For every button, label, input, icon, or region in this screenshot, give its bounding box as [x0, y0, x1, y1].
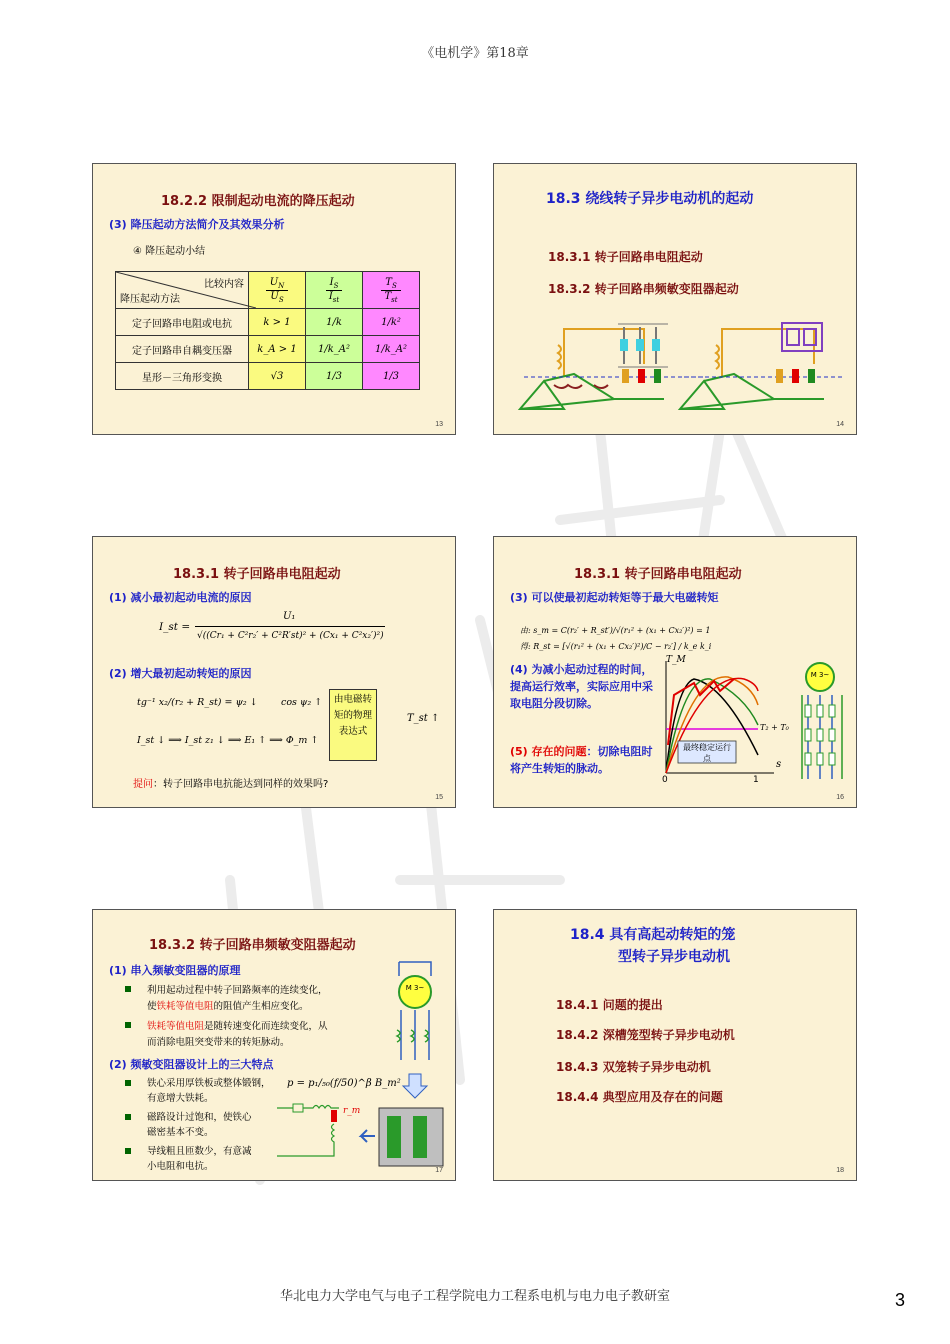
- axis-y-label: T_M: [666, 655, 686, 665]
- motor-label: M 3~: [810, 671, 830, 679]
- question-text: ：转子回路串电抗能达到同样的效果吗?: [153, 779, 329, 790]
- slide-subtitle: (2) 频敏变阻器设计上的三大特点: [109, 1058, 274, 1071]
- col-header-voltage: $U_N$ $U_S$: [249, 272, 306, 309]
- page-footer: 华北电力大学电气与电子工程学院电力工程系电机与电力电子教研室: [279, 1289, 670, 1304]
- slide-subtitle: (1) 减小最初起动电流的原因: [109, 591, 252, 604]
- item-4-text: (4) 为减小起动过程的时间，提高运行效率，实际应用中采取电阻分段切除。: [510, 663, 653, 710]
- cell: 1/k²: [363, 309, 420, 336]
- text-part: 的阻值产生相应变化。: [213, 1001, 309, 1012]
- slide-title: 18.3 绕线转子异步电动机的起动: [546, 191, 754, 207]
- slide-title-line2: 型转子异步电动机: [618, 949, 730, 965]
- bullet-text: 而消除电阻突变带来的转矩脉动。: [147, 1037, 290, 1048]
- formula-torque: T_st ↑: [407, 713, 440, 724]
- slide-subtitle: (3) 可以使最初起动转矩等于最大电磁转矩: [510, 591, 719, 604]
- formula-phase: tg⁻¹ x₂/(r₂ + R_st) = ψ₂ ↓: [137, 697, 258, 708]
- comparison-table: [115, 271, 420, 390]
- text-red: 铁耗等值电阻: [156, 1001, 214, 1012]
- slide-title: 18.2.2 限制起动电流的降压起动: [161, 194, 355, 209]
- slide-subtitle: (2) 增大最初起动转矩的原因: [109, 667, 252, 680]
- bullet-icon: [125, 1022, 131, 1028]
- tick-1: 1: [753, 775, 759, 785]
- slide-item: 18.4.1 问题的提出: [556, 998, 663, 1012]
- slide-number: 18: [836, 1167, 844, 1174]
- item-4: [510, 661, 660, 712]
- slide-item: 18.3.1 转子回路串电阻起动: [548, 250, 703, 264]
- col-header-current: $I_S$ $I_{st}$: [306, 272, 363, 309]
- equivalent-circuit-diagram: [273, 1100, 353, 1164]
- bullet-text: 导线粗且匝数少，有意减小电阻和电抗。: [147, 1146, 252, 1172]
- cell: 1/3: [363, 363, 420, 390]
- slide-item: 18.4.2 深槽笼型转子异步电动机: [556, 1028, 735, 1042]
- cell: 1/k: [306, 309, 363, 336]
- bullet-text: 利用起动过程中转子回路频率的连续变化，: [147, 985, 328, 996]
- cell: 1/k_A²: [363, 336, 420, 363]
- tick-0: 0: [662, 775, 668, 785]
- slide-number: 17: [435, 1167, 443, 1174]
- slide-title: 18.3.2 转子回路串频敏变阻器起动: [149, 938, 356, 953]
- item-5-label: (5) 存在的问题: [510, 745, 587, 758]
- col-header-torque: $T_S$ $T_{st}$: [363, 272, 420, 309]
- slide-number: 15: [435, 794, 443, 801]
- slide-title: 18.3.1 转子回路串电阻起动: [173, 567, 341, 582]
- slide-item: 18.3.2 转子回路串频敏变阻器起动: [548, 282, 739, 296]
- table-row: [116, 309, 420, 336]
- text-part: 是随转速变化而连续变化，从: [204, 1021, 328, 1032]
- motor-label: M 3~: [405, 984, 425, 992]
- formula-numerator: U₁: [283, 611, 296, 622]
- slide-number: 14: [836, 421, 844, 428]
- rm-label: r_m: [343, 1106, 361, 1116]
- formula-rst: 得: R_st = [√(r₁² + (x₁ + Cx₂′)²)/C − r₂′] / k_e k_i: [520, 642, 712, 651]
- slide-title-line1: 18.4 具有高起动转矩的笼: [570, 927, 736, 943]
- bullet-icon: [125, 1148, 131, 1154]
- slide-number: 16: [836, 794, 844, 801]
- slide-13: [92, 163, 456, 435]
- row-name: 定子回路串自耦变压器: [116, 336, 249, 363]
- bullet-text: 磁路设计过饱和，使铁心磁密基本不变。: [147, 1112, 252, 1138]
- cell: √3: [249, 363, 306, 390]
- formula-chain: I_st ↓ ⟹ I_st z₁ ↓ ⟹ E₁ ↑ ⟹ Φ_m ↑: [137, 735, 319, 746]
- table-row: [116, 336, 420, 363]
- slide-16: [493, 536, 857, 808]
- bullet-text: 铁心采用厚铁板或整体锻钢，有意增大铁耗。: [147, 1078, 271, 1104]
- axis-x-label: s: [776, 759, 782, 770]
- slide-item: 18.4.4 典型应用及存在的问题: [556, 1090, 723, 1104]
- cell: 1/3: [306, 363, 363, 390]
- slide-15: [92, 536, 456, 808]
- slide-subtitle: (3) 降压起动方法简介及其效果分析: [109, 218, 285, 231]
- item-5-text: ：切除电阻时将产生转矩的脉动。: [510, 745, 653, 775]
- slide-18: [493, 909, 857, 1181]
- bullet-icon: [125, 1080, 131, 1086]
- row-name: 定子回路串电阻或电抗: [116, 309, 249, 336]
- formula-cos: cos ψ₂ ↑: [281, 697, 323, 708]
- fraction-bar: [195, 626, 385, 627]
- wound-rotor-circuit-diagram: [514, 319, 844, 419]
- slide-number: 13: [435, 421, 443, 428]
- physics-box: [329, 689, 377, 761]
- slide-14: [493, 163, 857, 435]
- bullet-icon: [125, 1114, 131, 1120]
- text-red: 铁耗等值电阻: [147, 1021, 205, 1032]
- text-part: 使: [147, 1001, 157, 1012]
- formula-sm: 由: s_m = C(r₂′ + R_st′)/√(r₁² + (x₁ + Cx₂′)²) = 1: [520, 626, 711, 635]
- reactor-diagram: [357, 940, 453, 1175]
- slide-title: 18.3.1 转子回路串电阻起动: [574, 567, 742, 582]
- t2t0-label: T₂ + T₀: [760, 723, 789, 732]
- formula-denominator: √((Cr₁ + C²r₂′ + C²R′st)² + (Cx₁ + C²x₂′)²): [197, 631, 384, 641]
- slide-item: 18.4.3 双笼转子异步电动机: [556, 1060, 711, 1074]
- corner-top-label: 比较内容: [204, 279, 244, 290]
- page-number: 3: [895, 1290, 906, 1310]
- cell: k > 1: [249, 309, 306, 336]
- question-label-red: 提问: [133, 779, 153, 790]
- corner-bottom-label: 降压起动方法: [120, 294, 180, 305]
- physics-box-text: 由电磁转矩的物理表达式: [333, 694, 372, 737]
- table-row: [116, 363, 420, 390]
- slide-item: ④ 降压起动小结: [133, 246, 206, 257]
- cell: k_A > 1: [249, 336, 306, 363]
- bullet-icon: [125, 986, 131, 992]
- row-name: 星形－三角形变换: [116, 363, 249, 390]
- stable-point-label: 最终稳定运行点: [683, 743, 731, 763]
- table-corner-cell: [116, 272, 249, 309]
- slide-17: [92, 909, 456, 1181]
- formula-lhs: I_st =: [159, 621, 191, 633]
- bullet-text: [147, 1018, 328, 1032]
- bullet-text: [147, 998, 309, 1012]
- question-label: [133, 775, 328, 790]
- cell: 1/k_A²: [306, 336, 363, 363]
- page-header: 《电机学》第18章: [421, 46, 529, 61]
- slide-subtitle: (1) 串入频敏变阻器的原理: [109, 964, 241, 977]
- item-5: [510, 743, 660, 777]
- iron-loss-formula: p = p₁/₅₀(f/50)^β B_m²: [287, 1078, 401, 1089]
